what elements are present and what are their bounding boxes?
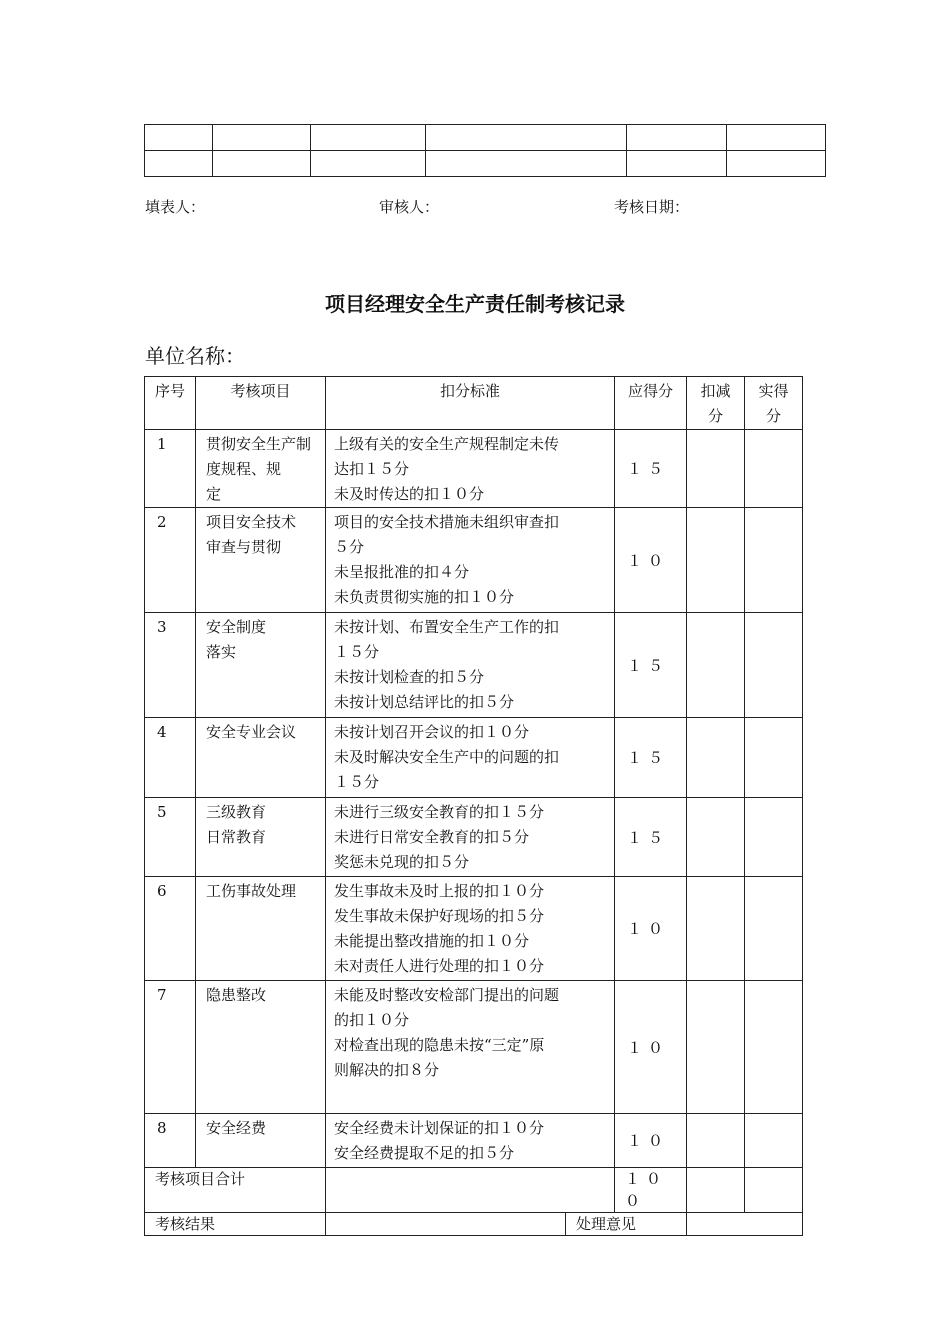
row-standard-line: ５分 [334,538,365,556]
total-score: １００ [615,1168,687,1213]
table-row [145,508,803,613]
row-standard-line: 奖惩未兑现的扣５分 [334,853,470,871]
row-item-line: 安全经费 [206,1119,267,1137]
row-standard-line: 上级有关的安全生产规程制定未传 [334,435,560,453]
row-item-line: 工伤事故处理 [206,882,297,900]
blank-cell [727,125,826,151]
row-standard [326,798,615,877]
row-deduct-score [687,877,745,981]
header-deduct-score: 扣减分 [687,377,745,430]
blank-cell [727,151,826,177]
row-standard [326,508,615,613]
row-item [196,798,326,877]
row-item [196,1114,326,1168]
row-number: 3 [145,613,196,718]
table-row [145,877,803,981]
result-value-cell [326,1213,687,1236]
table-row [145,981,803,1114]
row-item-line: 日常教育 [206,828,267,846]
row-item-line: 安全制度 [206,618,267,636]
blank-cell [145,125,213,151]
total-standard-blank [326,1168,615,1213]
row-number: 6 [145,877,196,981]
blank-cell [213,151,311,177]
row-actual-score [745,981,803,1114]
blank-cell [627,151,727,177]
table-row [145,798,803,877]
row-deduct-score [687,718,745,798]
row-item-line: 安全专业会议 [206,723,297,741]
header-actual-score: 实得分 [745,377,803,430]
blank-cell [311,125,426,151]
header-standard: 扣分标准 [326,377,615,430]
opinion-value-blank [687,1213,803,1236]
row-actual-score [745,430,803,508]
table-row [145,125,826,151]
row-number: 8 [145,1114,196,1168]
assessment-table [144,376,803,1236]
header-row [145,377,803,430]
total-deduct-blank [687,1168,745,1213]
row-due-score: １０ [615,508,687,613]
row-deduct-score [687,1114,745,1168]
row-standard-line: 项目的安全技术措施未组织审查扣 [334,513,560,531]
filler-label: 填表人： [145,198,206,216]
row-standard [326,981,615,1114]
row-deduct-score [687,613,745,718]
row-deduct-score [687,508,745,613]
row-standard-line: 未按计划召开会议的扣１０分 [334,723,530,741]
row-deduct-score [687,430,745,508]
row-standard-line: 达扣１５分 [334,460,410,478]
result-row [145,1213,803,1236]
row-item [196,981,326,1114]
row-item-line: 落实 [206,643,237,661]
blank-top-table [144,124,826,177]
row-number: 5 [145,798,196,877]
row-standard [326,877,615,981]
row-item-line: 项目安全技术 [206,513,297,531]
row-standard-line: 发生事故未保护好现场的扣５分 [334,907,545,925]
row-actual-score [745,877,803,981]
row-standard-line: 未进行日常安全教育的扣５分 [334,828,530,846]
row-item-line: 三级教育 [206,803,267,821]
row-standard-line: 未及时解决安全生产中的问题的扣 [334,748,560,766]
row-standard-line: 未按计划、布置安全生产工作的扣 [334,618,560,636]
row-actual-score [745,1114,803,1168]
unit-name-label: 单位名称： [145,344,245,368]
row-actual-score [745,613,803,718]
header-num: 序号 [145,377,196,430]
row-due-score: １０ [615,877,687,981]
blank-cell [213,125,311,151]
row-due-score: １５ [615,798,687,877]
row-due-score: １０ [615,981,687,1114]
blank-cell [627,125,727,151]
row-item [196,508,326,613]
row-standard-line: 未进行三级安全教育的扣１５分 [334,803,545,821]
row-standard-line: 未对责任人进行处理的扣１０分 [334,957,545,975]
row-actual-score [745,718,803,798]
row-standard-line: 未能提出整改措施的扣１０分 [334,932,530,950]
row-standard-line: １５分 [334,643,380,661]
row-standard-line: 的扣１０分 [334,1011,410,1029]
row-number: 2 [145,508,196,613]
row-actual-score [745,798,803,877]
row-item [196,430,326,508]
total-label: 考核项目合计 [145,1168,326,1213]
row-due-score: １５ [615,613,687,718]
page-title: 项目经理安全生产责任制考核记录 [325,292,625,316]
row-standard [326,430,615,508]
row-standard-line: １５分 [334,773,380,791]
table-row [145,430,803,508]
row-standard-line: 未负责贯彻实施的扣１０分 [334,588,515,606]
row-standard-line: 对检查出现的隐患未按“三定”原 [334,1036,545,1054]
row-actual-score [745,508,803,613]
row-number: 1 [145,430,196,508]
row-deduct-score [687,981,745,1114]
header-item: 考核项目 [196,377,326,430]
table-row [145,718,803,798]
row-item-line: 隐患整改 [206,986,267,1004]
row-due-score: １０ [615,1114,687,1168]
row-standard [326,613,615,718]
row-standard-line: 未按计划检查的扣５分 [334,668,485,686]
row-standard-line: 则解决的扣８分 [334,1061,440,1079]
reviewer-label: 审核人： [379,198,440,216]
row-item-line: 定 [206,485,222,503]
row-standard-line: 未按计划总结评比的扣５分 [334,693,515,711]
row-number: 4 [145,718,196,798]
row-standard-line: 发生事故未及时上报的扣１０分 [334,882,545,900]
row-standard-line: 安全经费提取不足的扣５分 [334,1144,515,1162]
review-date-label: 考核日期： [614,198,690,216]
row-standard [326,718,615,798]
table-row [145,613,803,718]
row-standard-line: 未能及时整改安检部门提出的问题 [334,986,560,1004]
row-item [196,718,326,798]
result-label: 考核结果 [145,1213,326,1236]
header-due-score: 应得分 [615,377,687,430]
row-due-score: １５ [615,718,687,798]
row-item-line: 贯彻安全生产制度规程、规 [206,435,312,478]
row-standard-line: 未及时传达的扣１０分 [334,485,485,503]
row-standard-line: 未呈报批准的扣４分 [334,563,470,581]
row-item-line: 审查与贯彻 [206,538,282,556]
blank-cell [311,151,426,177]
row-number: 7 [145,981,196,1114]
table-row [145,1114,803,1168]
table-row [145,151,826,177]
row-standard [326,1114,615,1168]
row-item [196,613,326,718]
total-row [145,1168,803,1213]
opinion-label: 处理意见 [576,1215,637,1233]
row-item [196,877,326,981]
row-standard-line: 安全经费未计划保证的扣１０分 [334,1119,545,1137]
row-due-score: １５ [615,430,687,508]
blank-cell [145,151,213,177]
blank-cell [426,125,627,151]
total-actual-blank [745,1168,803,1213]
row-deduct-score [687,798,745,877]
result-value-blank [336,1213,566,1235]
blank-cell [426,151,627,177]
